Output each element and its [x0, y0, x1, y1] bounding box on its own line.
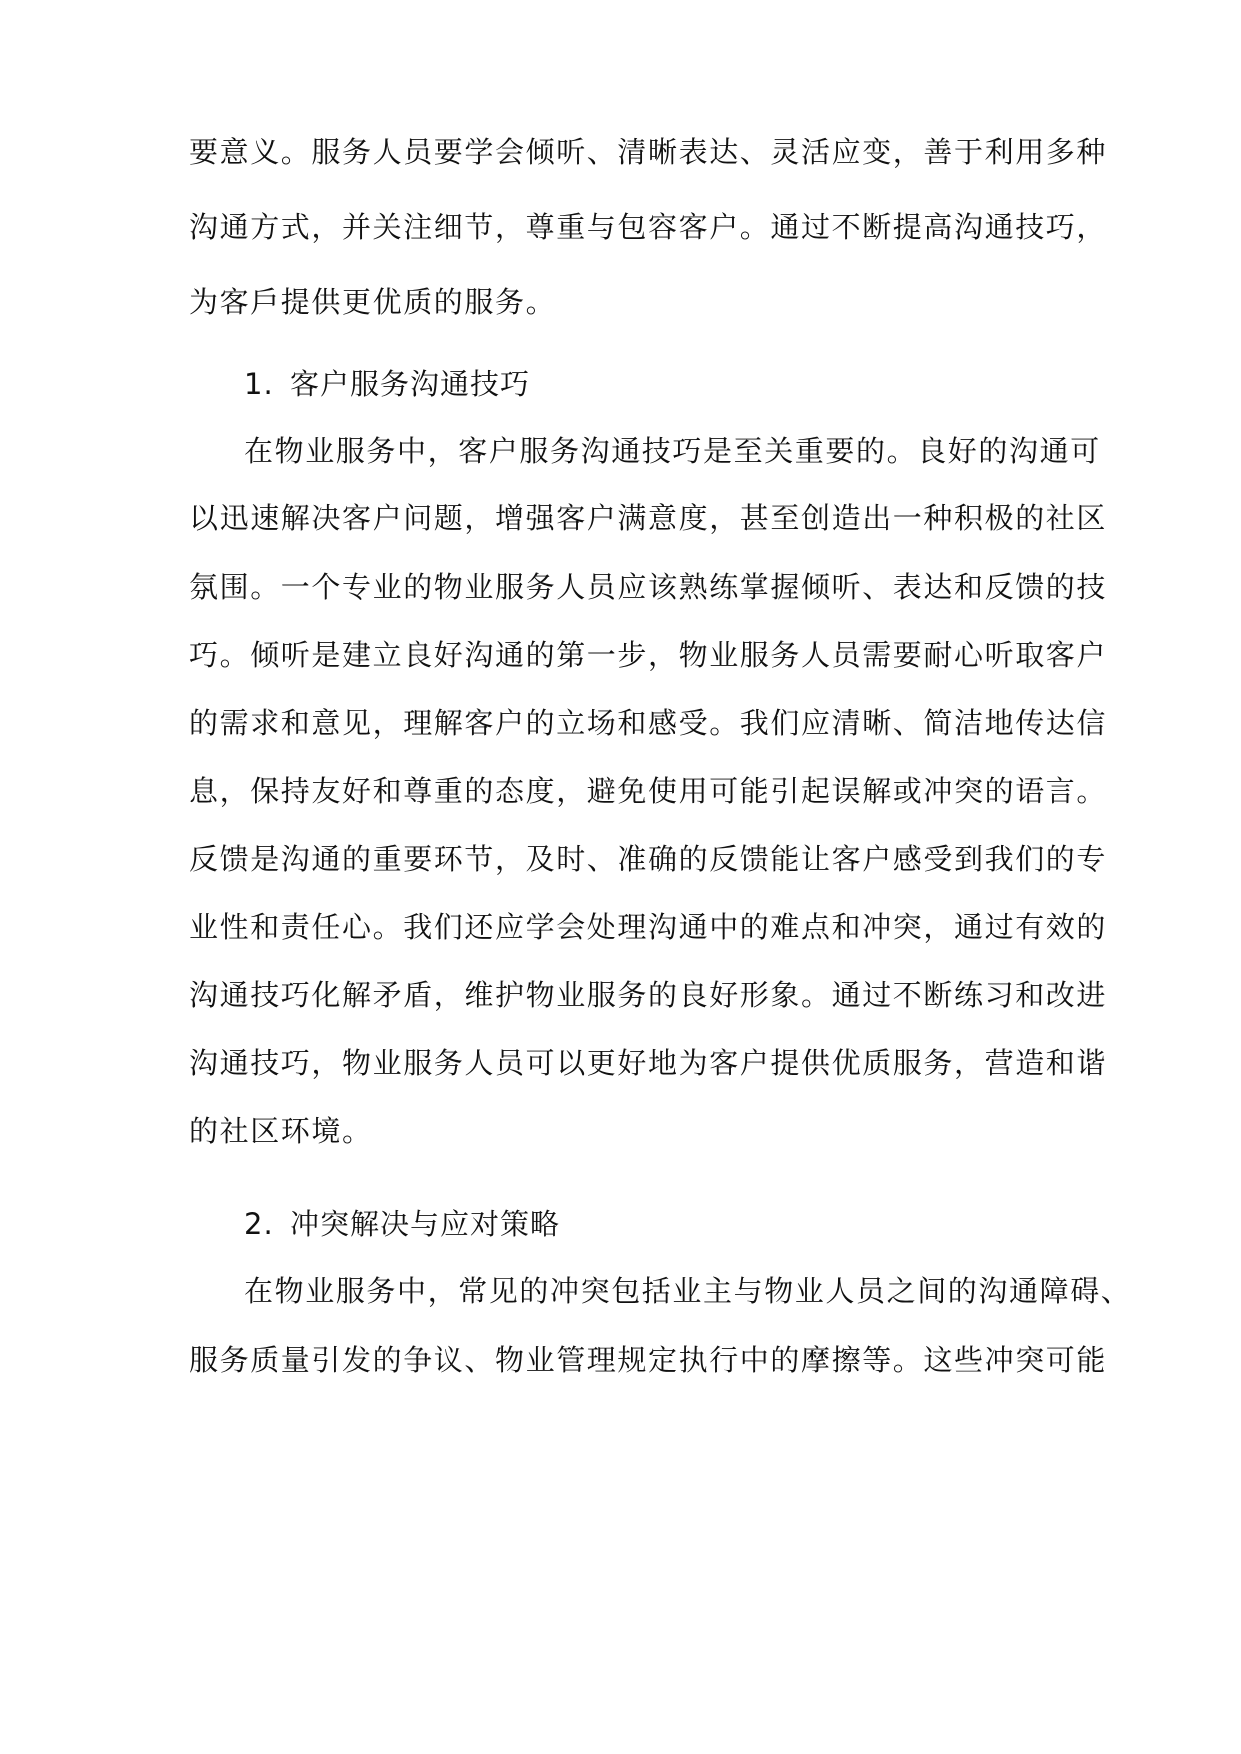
text-line: 的需求和意见，理解客户的立场和感受。我们应清晰、简洁地传达信 — [189, 706, 1108, 740]
text-line: 沟通技巧，物业服务人员可以更好地为客户提供优质服务，营造和谐 — [189, 1046, 1108, 1080]
text-line: 业性和责任心。我们还应学会处理沟通中的难点和冲突，通过有效的 — [189, 910, 1108, 944]
section-heading-1 — [244, 364, 530, 404]
text-line: 在物业服务中，客户服务沟通技巧是至关重要的。良好的沟通可 — [244, 434, 1101, 468]
text-line: 要意义。服务人员要学会倾听、清晰表达、灵活应变，善于利用多种 — [189, 135, 1108, 169]
section-title: 冲突解决与应对策略 — [290, 1207, 561, 1241]
text-line: 息，保持友好和尊重的态度，避免使用可能引起误解或冲突的语言。 — [189, 774, 1108, 808]
text-line: 以迅速解决客户问题，增强客户满意度，甚至创造出一种积极的社区 — [189, 501, 1108, 535]
text-line: 反馈是沟通的重要环节，及时、准确的反馈能让客户感受到我们的专 — [189, 842, 1108, 876]
text-line: 的社区环境。 — [189, 1114, 373, 1148]
section-title: 客户服务沟通技巧 — [290, 367, 531, 401]
text-line: 氛围。一个专业的物业服务人员应该熟练掌握倾听、表达和反馈的技 — [189, 570, 1108, 604]
text-line: 服务质量引发的争议、物业管理规定执行中的摩擦等。这些冲突可能 — [189, 1343, 1108, 1377]
section-number: 2. — [244, 1207, 274, 1241]
text-line: 为客戶提供更优质的服务。 — [189, 285, 557, 319]
text-line: 巧。倾听是建立良好沟通的第一步，物业服务人员需要耐心听取客户 — [189, 638, 1108, 672]
section-heading-2 — [244, 1204, 560, 1244]
text-line: 沟通技巧化解矛盾，维护物业服务的良好形象。通过不断练习和改进 — [189, 978, 1108, 1012]
section-number: 1. — [244, 367, 274, 401]
text-line: 沟通方式，并关注细节，尊重与包容客户。通过不断提高沟通技巧， — [189, 210, 1108, 244]
text-line: 在物业服务中，常见的冲突包括业主与物业人员之间的沟通障碍、 — [244, 1274, 1132, 1308]
